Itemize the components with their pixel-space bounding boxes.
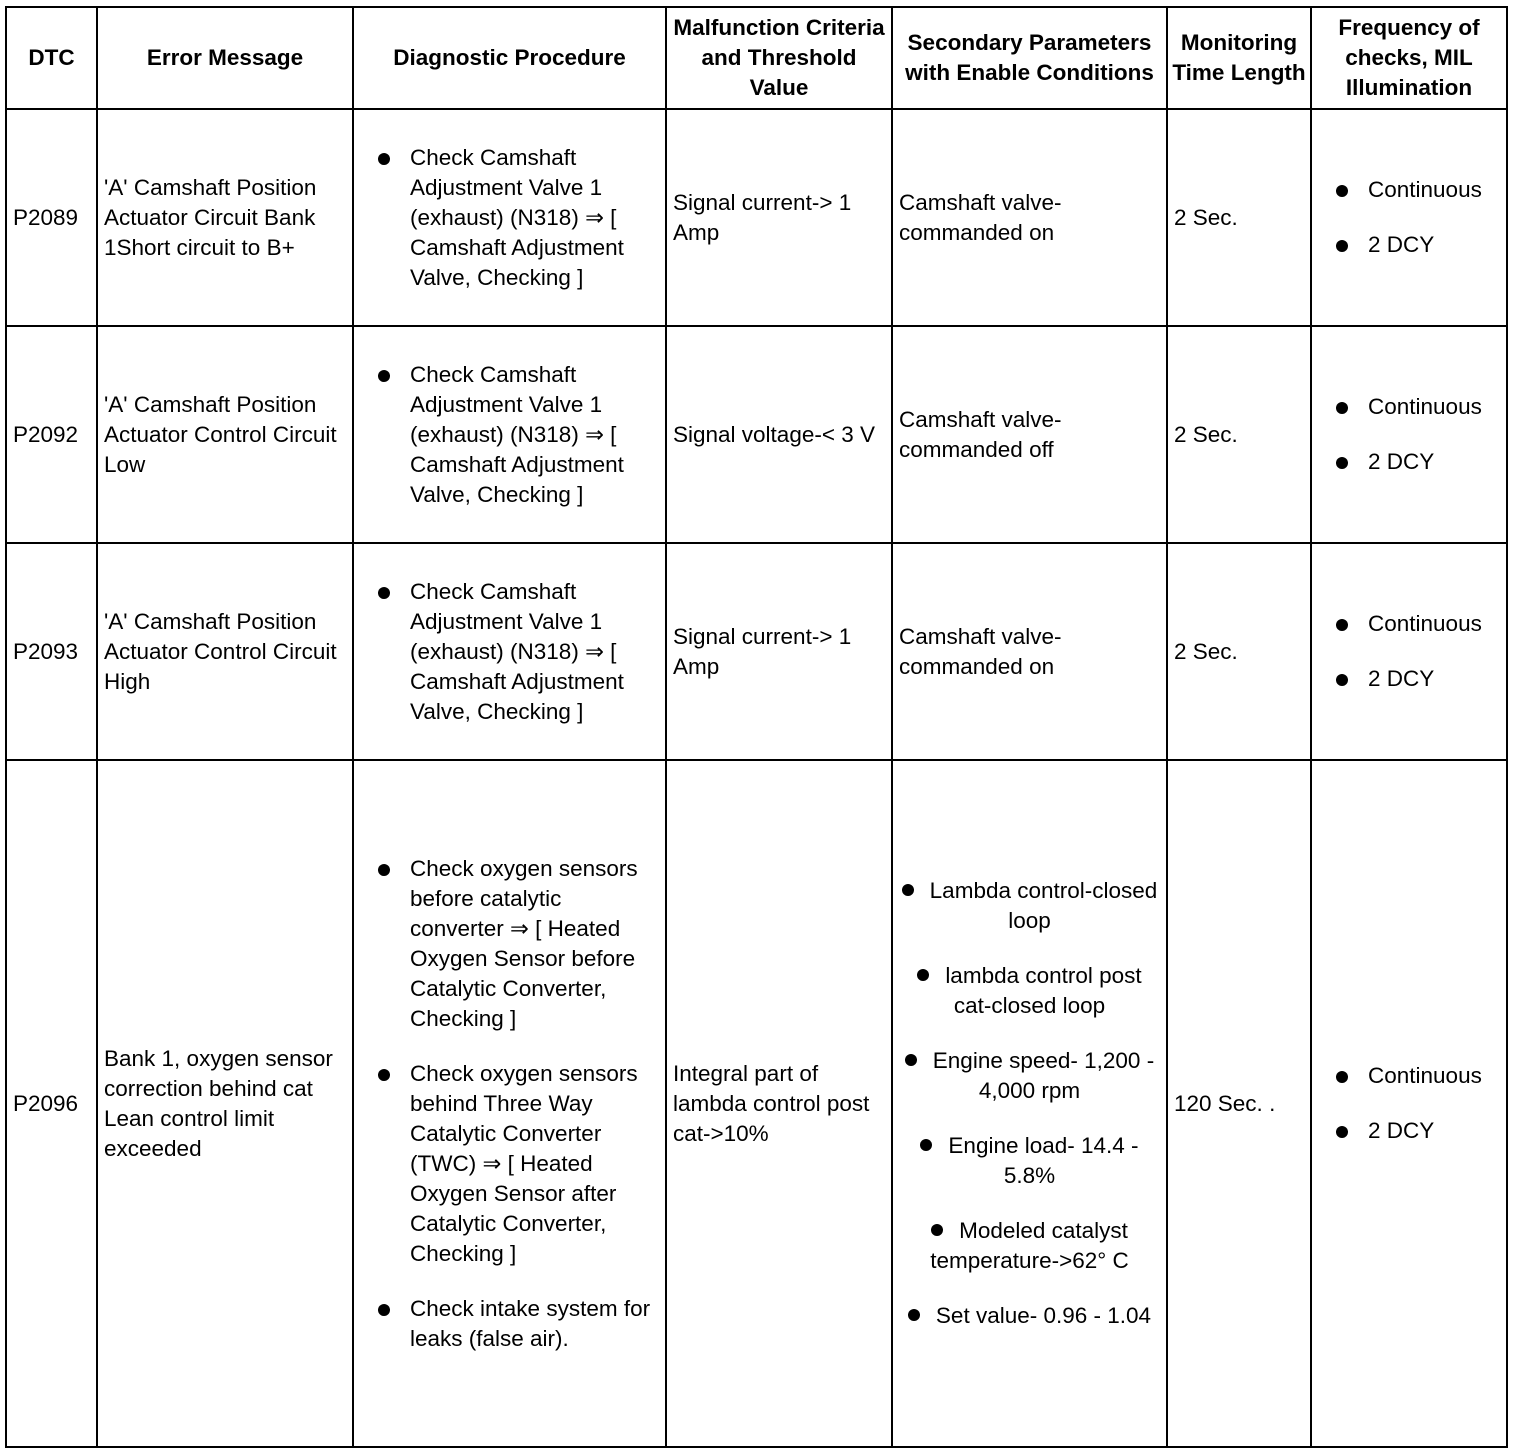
header-frequency: Frequency of checks, MIL Illumination <box>1311 7 1507 109</box>
bullet-icon <box>902 884 914 896</box>
secondary-parameters: Camshaft valve-commanded off <box>892 326 1167 543</box>
frequency-item: 2 DCY <box>1318 664 1500 694</box>
dtc-code: P2093 <box>6 543 97 760</box>
secondary-parameter-text: Engine speed- 1,200 - 4,000 rpm <box>932 1048 1155 1103</box>
header-diagnostic-procedure: Diagnostic Procedure <box>353 7 666 109</box>
header-error-message: Error Message <box>97 7 353 109</box>
header-secondary-parameters: Secondary Parameters with Enable Conditions <box>892 7 1167 109</box>
frequency-mil <box>1311 326 1507 543</box>
frequency-item: 2 DCY <box>1318 1116 1500 1146</box>
secondary-parameter-item <box>899 1301 1160 1331</box>
monitoring-time: 120 Sec. . <box>1167 760 1311 1447</box>
diagnostic-step: Check intake system for leaks (false air). <box>360 1294 659 1354</box>
frequency-item: Continuous <box>1318 1061 1500 1091</box>
secondary-parameters: Camshaft valve-commanded on <box>892 109 1167 326</box>
diagnostic-step: Check Camshaft Adjustment Valve 1 (exhaust) (N318) ⇒ [ Camshaft Adjustment Valve, Checking ] <box>360 143 659 293</box>
header-row <box>6 7 1507 109</box>
bullet-icon <box>920 1139 932 1151</box>
header-malfunction-criteria: Malfunction Criteria and Threshold Value <box>666 7 892 109</box>
error-message: Bank 1, oxygen sensor correction behind cat Lean control limit exceeded <box>97 760 353 1447</box>
malfunction-criteria: Signal current-> 1 Amp <box>666 543 892 760</box>
frequency-item: Continuous <box>1318 392 1500 422</box>
header-dtc: DTC <box>6 7 97 109</box>
dtc-table <box>5 6 1508 1448</box>
monitoring-time: 2 Sec. <box>1167 326 1311 543</box>
dtc-code: P2089 <box>6 109 97 326</box>
dtc-code: P2092 <box>6 326 97 543</box>
table-row <box>6 760 1507 1447</box>
frequency-mil <box>1311 109 1507 326</box>
secondary-parameter-text: Set value- 0.96 - 1.04 <box>935 1303 1152 1328</box>
frequency-item: Continuous <box>1318 175 1500 205</box>
frequency-mil <box>1311 760 1507 1447</box>
secondary-parameter-text: Lambda control-closed loop <box>929 878 1158 933</box>
error-message: 'A' Camshaft Position Actuator Control Circuit Low <box>97 326 353 543</box>
secondary-parameter-text: Modeled catalyst temperature->62° C <box>930 1218 1129 1273</box>
secondary-parameters: Camshaft valve-commanded on <box>892 543 1167 760</box>
malfunction-criteria: Integral part of lambda control post cat->10% <box>666 760 892 1447</box>
secondary-parameter-item <box>899 961 1160 1021</box>
table-row <box>6 109 1507 326</box>
bullet-icon <box>908 1309 920 1321</box>
diagnostic-procedure <box>353 543 666 760</box>
diagnostic-procedure <box>353 109 666 326</box>
diagnostic-step: Check Camshaft Adjustment Valve 1 (exhaust) (N318) ⇒ [ Camshaft Adjustment Valve, Checking ] <box>360 577 659 727</box>
diagnostic-procedure <box>353 760 666 1447</box>
monitoring-time: 2 Sec. <box>1167 109 1311 326</box>
malfunction-criteria: Signal voltage-< 3 V <box>666 326 892 543</box>
table-row <box>6 543 1507 760</box>
frequency-mil <box>1311 543 1507 760</box>
error-message: 'A' Camshaft Position Actuator Control Circuit High <box>97 543 353 760</box>
secondary-parameter-item <box>899 876 1160 936</box>
bullet-icon <box>905 1054 917 1066</box>
malfunction-criteria: Signal current-> 1 Amp <box>666 109 892 326</box>
secondary-parameters <box>892 760 1167 1447</box>
diagnostic-step: Check oxygen sensors before catalytic converter ⇒ [ Heated Oxygen Sensor before Catalytic Converter, Checking ] <box>360 854 659 1034</box>
table-row <box>6 326 1507 543</box>
secondary-parameter-item <box>899 1131 1160 1191</box>
secondary-parameter-text: lambda control post cat-closed loop <box>945 963 1142 1018</box>
dtc-code: P2096 <box>6 760 97 1447</box>
frequency-item: Continuous <box>1318 609 1500 639</box>
diagnostic-procedure <box>353 326 666 543</box>
secondary-parameter-item <box>899 1216 1160 1276</box>
secondary-parameter-text: Engine load- 14.4 - 5.8% <box>948 1133 1139 1188</box>
frequency-item: 2 DCY <box>1318 447 1500 477</box>
diagnostic-step: Check oxygen sensors behind Three Way Catalytic Converter (TWC) ⇒ [ Heated Oxygen Sensor after Catalytic Converter, Checking ] <box>360 1059 659 1269</box>
diagnostic-step: Check Camshaft Adjustment Valve 1 (exhaust) (N318) ⇒ [ Camshaft Adjustment Valve, Checking ] <box>360 360 659 510</box>
error-message: 'A' Camshaft Position Actuator Circuit Bank 1Short circuit to B+ <box>97 109 353 326</box>
frequency-item: 2 DCY <box>1318 230 1500 260</box>
bullet-icon <box>917 969 929 981</box>
bullet-icon <box>931 1224 943 1236</box>
monitoring-time: 2 Sec. <box>1167 543 1311 760</box>
secondary-parameter-item <box>899 1046 1160 1106</box>
header-monitoring-time: Monitoring Time Length <box>1167 7 1311 109</box>
